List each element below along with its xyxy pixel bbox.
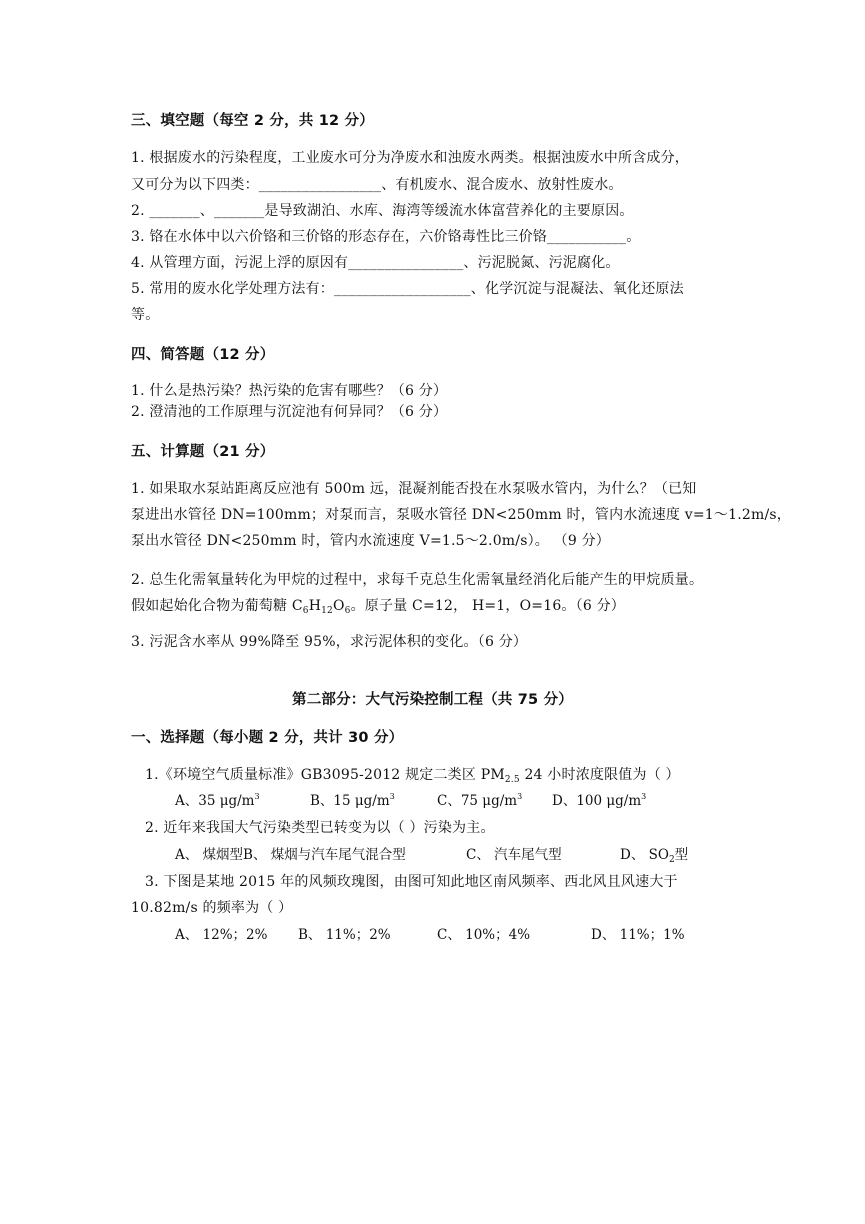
short-question-2: 2. 澄清池的工作原理与沉淀池有何异同？（6 分） [131, 404, 448, 420]
section3-heading: 三、填空题（每空 2 分，共 12 分） [131, 113, 374, 129]
choice-question-2-option-d: D、 $SO_2$型 [620, 847, 689, 865]
choice-question-3-option-d: D、 11%；1% [591, 927, 685, 943]
calc-question-2-line1: 2. 总生化需氧量转化为甲烷的过程中，求每千克总生化需氧量经消化后能产生的甲烷质量。 [131, 572, 704, 588]
choice-question-3-option-b: B、 11%；2% [298, 927, 391, 943]
part2-section1-heading: 一、选择题（每小题 2 分，共计 30 分） [131, 730, 404, 746]
part2-title: 第二部分：大气污染控制工程（共 75 分） [292, 692, 573, 708]
fill-question-5-line1: 5. 常用的废水化学处理方法有：___________________、化学沉淀与混凝法、氧化还原法 [131, 281, 684, 297]
choice-question-3-option-c: C、 10%；4% [437, 927, 531, 943]
fill-question-1-line1: 1. 根据废水的污染程度，工业废水可分为净废水和浊废水两类。根据浊废水中所含成分， [131, 150, 690, 166]
calc-question-3: 3. 污泥含水率从 99%降至 95%，求污泥体积的变化。（6 分） [131, 634, 528, 650]
calc-question-1-line2: 泵进出水管径 DN=100mm；对泵而言，泵吸水管径 DN<250mm 时，管内水流速度 v=1～1.2m/s， [131, 507, 791, 523]
choice-question-3-line1: 3. 下图是某地 2015 年的风频玫瑰图，由图可知此地区南风频率、西北风且风速大于 [145, 874, 678, 890]
choice-question-2: 2. 近年来我国大气污染类型已转变为以（ ）污染为主。 [145, 820, 495, 836]
choice-question-2-option-ab: A、 煤烟型B、 煤烟与汽车尾气混合型 [175, 847, 406, 863]
fill-question-1-line2: 又可分为以下四类：_________________、有机废水、混合废水、放射性废水。 [131, 177, 623, 193]
calc-question-2-line2: 假如起始化合物为葡萄糖 $C_6H_{12}O_6$。原子量 C=12， H=1，O=16。（6 分） [131, 598, 625, 616]
choice-question-1-option-c: C、75 $\mu g/m^3$ [437, 792, 523, 809]
choice-question-1-option-d: D、100 $\mu g/m^3$ [552, 792, 647, 809]
short-question-1: 1. 什么是热污染？热污染的危害有哪些？（6 分） [131, 383, 448, 399]
section4-heading: 四、简答题（12 分） [131, 347, 275, 363]
fill-question-2: 2. _______、_______是导致湖泊、水库、海湾等缓流水体富营养化的主要原因。 [131, 203, 634, 219]
fill-question-4: 4. 从管理方面，污泥上浮的原因有________________、污泥脱氮、污泥腐化。 [131, 255, 620, 271]
choice-question-3-option-a: A、 12%；2% [175, 927, 268, 943]
choice-question-3-line2: 10.82m/s 的频率为（ ） [131, 900, 293, 916]
choice-question-1-option-a: A、35 $\mu g/m^3$ [175, 792, 260, 809]
choice-question-1-option-b: B、15 $\mu g/m^3$ [310, 792, 395, 809]
choice-question-1: 1.《环境空气质量标准》GB3095-2012 规定二类区 $PM_{2.5}$ 24 小时浓度限值为（ ） [145, 767, 680, 785]
section5-heading: 五、计算题（21 分） [131, 444, 275, 460]
fill-question-5-line2: 等。 [131, 307, 160, 323]
calc-question-1-line1: 1. 如果取水泵站距离反应池有 500m 远，混凝剂能否投在水泵吸水管内，为什么？（已知 [131, 481, 697, 497]
choice-question-2-option-c: C、 汽车尾气型 [466, 847, 562, 863]
fill-question-3: 3. 铬在水体中以六价铬和三价铬的形态存在，六价铬毒性比三价铬___________。 [131, 229, 641, 245]
calc-question-1-line3: 泵出水管径 DN<250mm 时，管内水流速度 V=1.5～2.0m/s）。 （9 分） [131, 533, 610, 549]
